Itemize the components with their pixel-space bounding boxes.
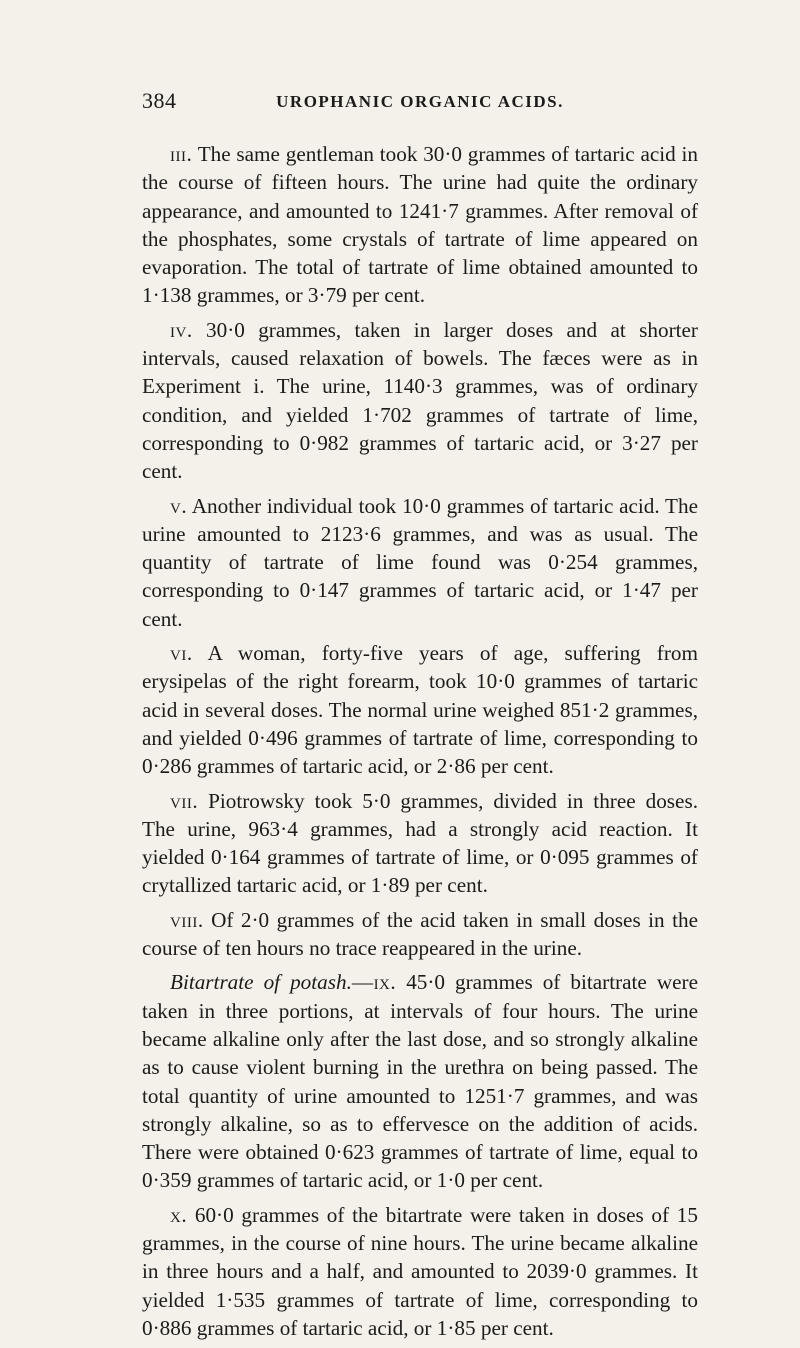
paragraph-text: A woman, forty-five years of age, suffering from erysipelas of the right forearm, took 10·0 grammes of tartaric acid in several doses. The normal urine weighed 851·2 grammes, and yielded 0·496 grammes of tartrate of lime, corresponding to 0·286 grammes of tartaric acid, or 2·86 per cent. — [142, 641, 698, 779]
paragraph-numeral: vi. — [170, 641, 193, 666]
body-text — [142, 140, 698, 1348]
paragraph-text: The same gentleman took 30·0 grammes of tartaric acid in the course of fifteen hours. The urine had quite the ordinary appearance, and amounted to 1241·7 grammes. After removal of the phosphates, some crystals of tartrate of lime appeared on evaporation. The total of tartrate of lime obtained amounted to 1·138 grammes, or 3·79 per cent. — [142, 142, 698, 308]
paragraph-numeral: iv. — [170, 317, 193, 342]
paragraph-v — [142, 492, 698, 633]
paragraph-numeral: x. — [170, 1202, 188, 1227]
paragraph-text: Piotrowsky took 5·0 grammes, divided in three doses. The urine, 963·4 grammes, had a strongly acid reaction. It yielded 0·164 grammes of tartrate of lime, or 0·095 grammes of crytallized tartaric acid, or 1·89 per cent. — [142, 788, 698, 898]
paragraph-text: Of 2·0 grammes of the acid taken in small doses in the course of ten hours no trace reappeared in the urine. — [142, 907, 698, 961]
paragraph-numeral: viii. — [170, 907, 204, 932]
paragraph-text: 60·0 grammes of the bitartrate were taken in doses of 15 grammes, in the course of nine hours. The urine became alkaline in three hours and a half, and amounted to 2039·0 grammes. It yielded 1·535 grammes of tartrate of lime, corresponding to 0·886 grammes of tartaric acid, or 1·85 per cent. — [142, 1202, 698, 1340]
running-head: UROPHANIC ORGANIC ACIDS. — [276, 92, 564, 111]
paragraph-text: 45·0 grammes of bitartrate were taken in three portions, at intervals of four hours. The urine became alkaline only after the last dose, and so strongly alkaline as to cause violent burning in the urethra on being passed. The total quantity of urine amounted to 1251·7 grammes, and was strongly alkaline, so as to effervesce on the addition of acids. There were obtained 0·623 grammes of tartrate of lime, equal to 0·359 grammes of tartaric acid, or 1·0 per cent. — [142, 970, 698, 1193]
paragraph-iv — [142, 316, 698, 486]
section-heading: Bitartrate of potash. — [170, 970, 352, 995]
paragraph-text: 30·0 grammes, taken in larger doses and at shorter intervals, caused relaxation of bowels. The fæces were as in Experiment i. The urine, 1140·3 grammes, was of ordinary condition, and yielded 1·702 grammes of tartrate of lime, corresponding to 0·982 grammes of tartaric acid, or 3·27 per cent. — [142, 317, 698, 484]
paragraph-viii — [142, 906, 698, 963]
paragraph-iii — [142, 140, 698, 310]
paragraph-text: Another individual took 10·0 grammes of tartaric acid. The urine amounted to 2123·6 grammes, and was as usual. The quantity of tartrate of lime found was 0·254 grammes, corresponding to 0·147 grammes of tartaric acid, or 1·47 per cent. — [142, 493, 698, 631]
page-number: 384 — [142, 88, 177, 113]
paragraph-x — [142, 1201, 698, 1342]
paragraph-vii — [142, 787, 698, 900]
paragraph-numeral: v. — [170, 493, 188, 518]
paragraph-vi — [142, 639, 698, 780]
paragraph-numeral: vii. — [170, 788, 199, 813]
paragraph-ix — [142, 968, 698, 1194]
paragraph-numeral: —ix. — [351, 970, 397, 995]
paragraph-numeral: iii. — [170, 142, 193, 166]
